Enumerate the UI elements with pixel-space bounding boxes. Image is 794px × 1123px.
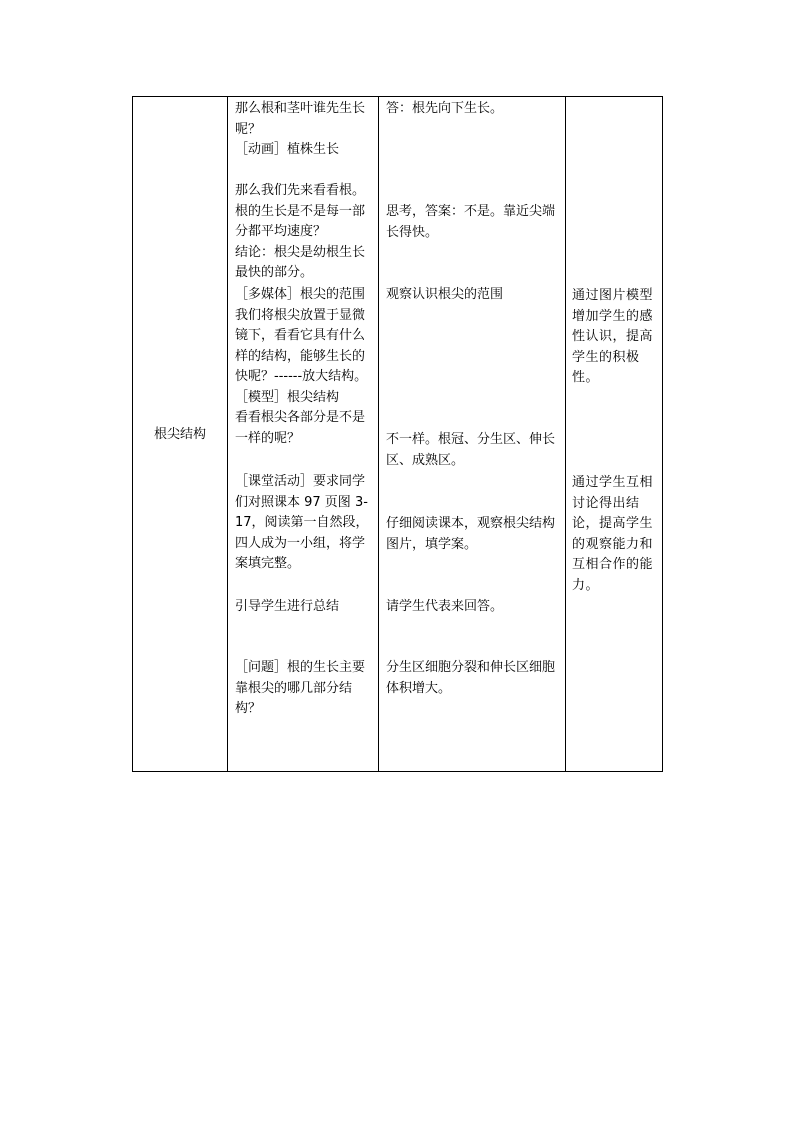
teacher-activity-text: 那么根和茎叶谁先生长呢？ ［动画］植株生长: [235, 101, 366, 157]
student-activity-cell: [379, 97, 566, 772]
teacher-activity-cell: [228, 97, 379, 772]
teacher-activity-text: 引导学生进行总结: [235, 599, 340, 614]
teacher-activity-text: ［问题］根的生长主要靠根尖的哪几部分结构？: [235, 660, 366, 716]
student-activity-text: 观察认识根尖的范围: [386, 287, 504, 302]
teacher-activity-text: ［课堂活动］要求同学们对照课本 97 页图 3-17，阅读第一自然段，四人成为一小组，将学案填完整。: [235, 474, 369, 571]
section-label: 根尖结构: [153, 427, 206, 442]
section-cell: [133, 97, 228, 772]
student-activity-text: 仔细阅读课本，观察根尖结构图片，填学案。: [386, 516, 556, 552]
student-activity-text: 请学生代表来回答。: [386, 599, 504, 614]
teacher-activity-text: 那么我们先来看看根。根的生长是不是每一部分都平均速度？ 结论：根尖是幼根生长最快的部分。: [235, 183, 366, 280]
design-intent-text: 通过图片模型增加学生的感性认识，提高学生的积极性。: [572, 288, 654, 385]
design-intent-cell: [566, 97, 663, 772]
lesson-plan-table: [132, 96, 663, 772]
design-intent-text: 通过学生互相讨论得出结论，提高学生的观察能力和互相合作的能力。: [572, 475, 654, 593]
student-activity-text: 分生区细胞分裂和伸长区细胞体积增大。: [386, 660, 556, 696]
student-activity-text: 不一样。根冠、分生区、伸长区、成熟区。: [386, 432, 556, 468]
table-row: [133, 97, 663, 772]
teacher-activity-text: ［多媒体］根尖的范围我们将根尖放置于显微镜下，看看它具有什么样的结构，能够生长的快呢？------放大结构。 ［模型］根尖结构 看看根尖各部分是不是一样的呢？: [235, 287, 368, 446]
student-activity-text: 答：根先向下生长。: [386, 101, 504, 116]
student-activity-text: 思考，答案：不是。靠近尖端长得快。: [386, 204, 556, 240]
